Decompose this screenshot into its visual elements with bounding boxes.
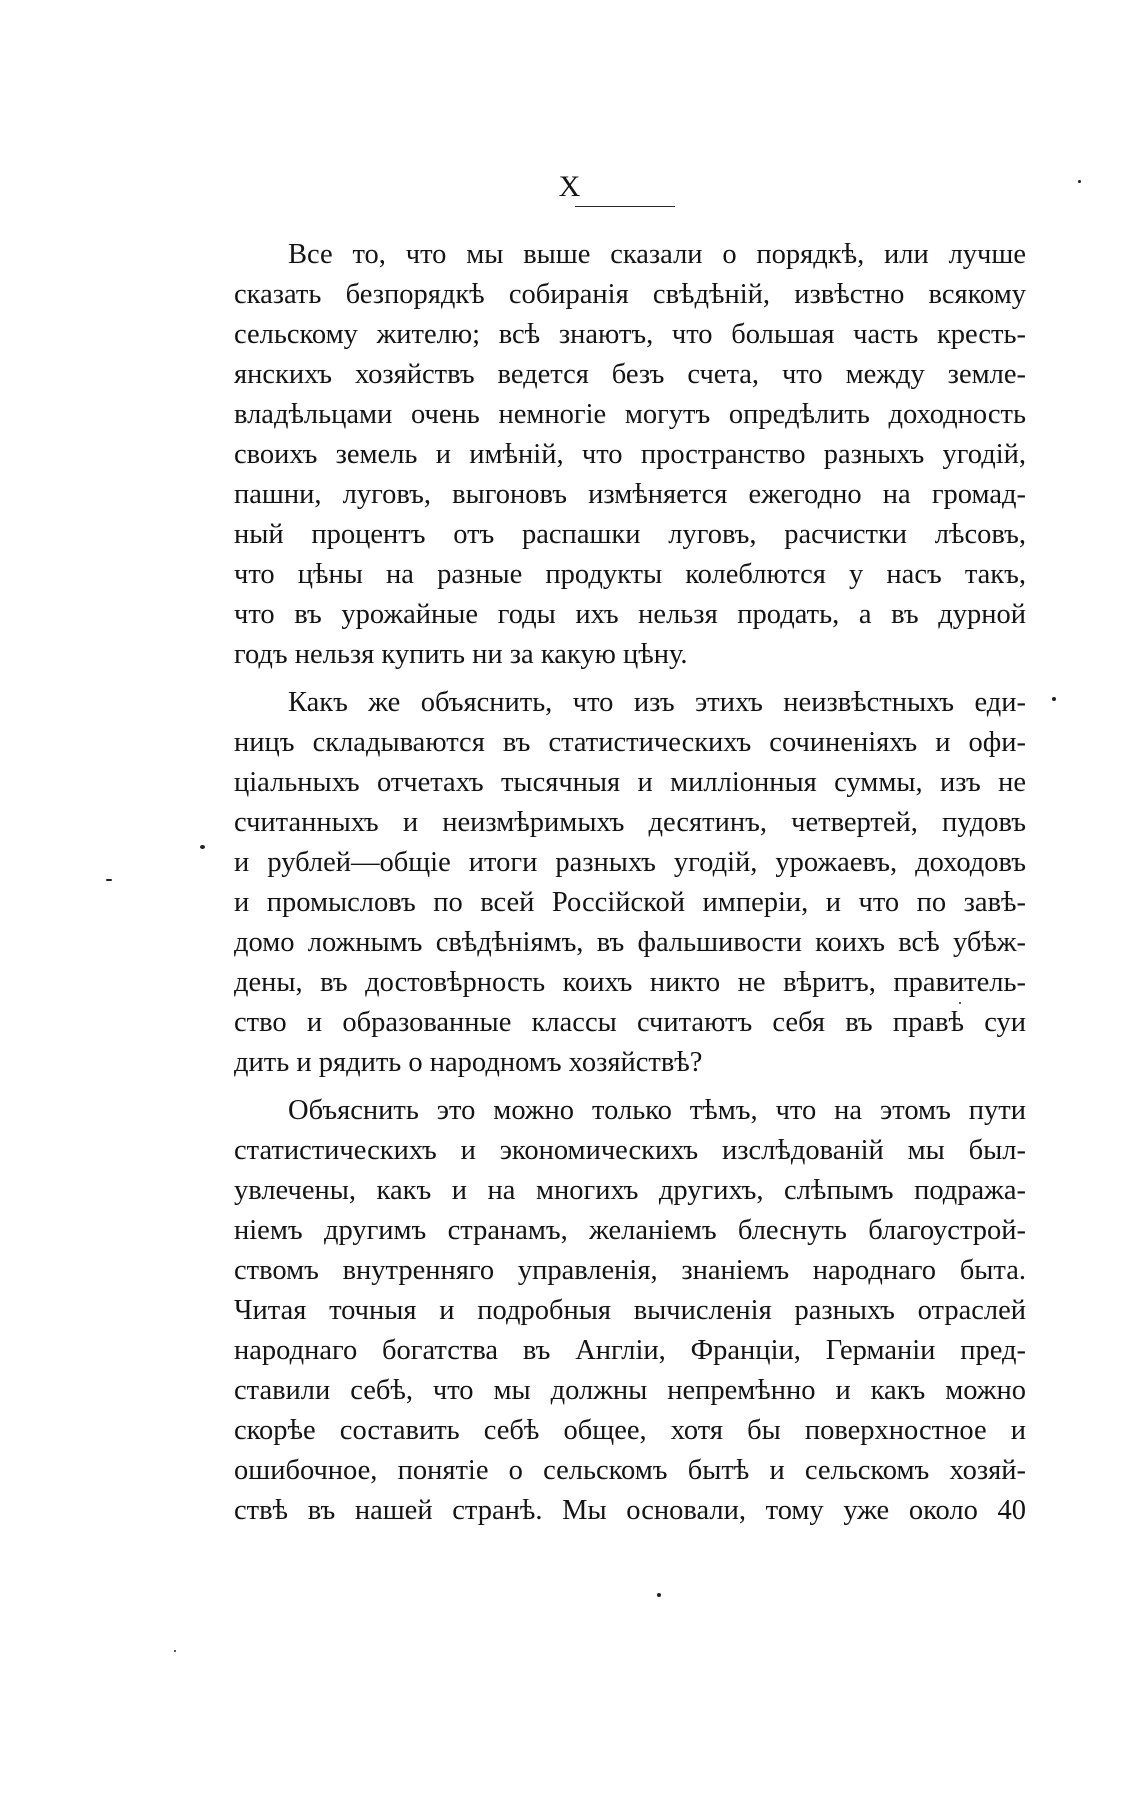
text-line: янскихъ хозяйствъ ведется безъ счета, что между земле- — [234, 359, 1026, 390]
text-line: ніемъ другимъ странамъ, желаніемъ блеснуть благоустрой- — [234, 1215, 1026, 1246]
text-line: считанныхъ и неизмѣримыхъ десятинъ, четвертей, пудовъ — [234, 807, 1026, 838]
text-line: ціальныхъ отчетахъ тысячныя и милліонныя суммы, изъ не — [234, 767, 1026, 798]
text-line: ство и образованные классы считаютъ себя въ правѣ суи — [234, 1007, 1026, 1038]
scan-speck — [1078, 180, 1081, 183]
text-line: своихъ земель и имѣній, что пространство разныхъ угодій, — [234, 439, 1026, 470]
text-line: дены, въ достовѣрность коихъ никто не вѣритъ, правитель- — [234, 967, 1026, 998]
text-line: и рублей—общіе итоги разныхъ угодій, урожаевъ, доходовъ — [234, 847, 1026, 878]
scan-speck — [200, 845, 205, 849]
body-text — [234, 235, 1026, 1531]
text-line: скорѣе составить себѣ общее, хотя бы поверхностное и — [234, 1415, 1026, 1446]
text-line: пашни, луговъ, выгоновъ измѣняется ежегодно на громад- — [234, 479, 1026, 510]
text-line: ницъ складываются въ статистическихъ сочиненіяхъ и офи- — [234, 727, 1026, 758]
text-line: статистическихъ и экономическихъ изслѣдованій мы был- — [234, 1135, 1026, 1166]
text-line: владѣльцами очень немногіе могутъ опредѣлить доходность — [234, 399, 1026, 430]
paragraph — [234, 683, 1026, 1083]
text-line: Все то, что мы выше сказали о порядкѣ, или лучше — [288, 239, 1026, 270]
text-line: Читая точныя и подробныя вычисленія разныхъ отраслей — [234, 1295, 1026, 1326]
page-number-rule — [575, 206, 675, 207]
text-line: ствомъ внутренняго управленія, знаніемъ народнаго быта. — [234, 1255, 1026, 1286]
text-line: ный процентъ отъ распашки луговъ, расчистки лѣсовъ, — [234, 519, 1026, 550]
text-line: годъ нельзя купить ни за какую цѣну. — [234, 639, 688, 670]
scan-speck — [106, 879, 112, 881]
text-line: ошибочное, понятіе о сельскомъ бытѣ и сельскомъ хозяй- — [234, 1455, 1026, 1486]
scan-speck — [959, 1002, 961, 1004]
text-line: Какъ же объяснить, что изъ этихъ неизвѣстныхъ еди- — [288, 687, 1026, 718]
paragraph — [234, 235, 1026, 675]
text-line: домо ложнымъ свѣдѣніямъ, въ фальшивости коихъ всѣ убѣж- — [234, 927, 1026, 958]
text-line: сельскому жителю; всѣ знаютъ, что большая часть кресть- — [234, 319, 1026, 350]
scan-speck — [1052, 697, 1056, 701]
text-line: и промысловъ по всей Россійской имперіи, и что по завѣ- — [234, 887, 1026, 918]
text-line: ствѣ въ нашей странѣ. Мы основали, тому уже около 40 — [234, 1495, 1026, 1526]
text-line: увлечены, какъ и на многихъ другихъ, слѣпымъ подража- — [234, 1175, 1026, 1206]
scan-speck — [174, 1650, 176, 1652]
paragraph — [234, 1091, 1026, 1531]
text-line: дить и рядить о народномъ хозяйствѣ? — [234, 1047, 703, 1078]
text-line: ставили себѣ, что мы должны непремѣнно и какъ можно — [234, 1375, 1026, 1406]
text-line: Объяснить это можно только тѣмъ, что на этомъ пути — [288, 1095, 1026, 1126]
text-line: что въ урожайные годы ихъ нельзя продать, а въ дурной — [234, 599, 1026, 630]
scan-speck — [657, 1593, 661, 1597]
text-line: сказать безпорядкѣ собиранія свѣдѣній, извѣстно всякому — [234, 279, 1026, 310]
page-number: X — [558, 170, 582, 203]
text-line: что цѣны на разные продукты колеблются у насъ такъ, — [234, 559, 1026, 590]
text-line: народнаго богатства въ Англіи, Франціи, Германіи пред- — [234, 1335, 1026, 1366]
